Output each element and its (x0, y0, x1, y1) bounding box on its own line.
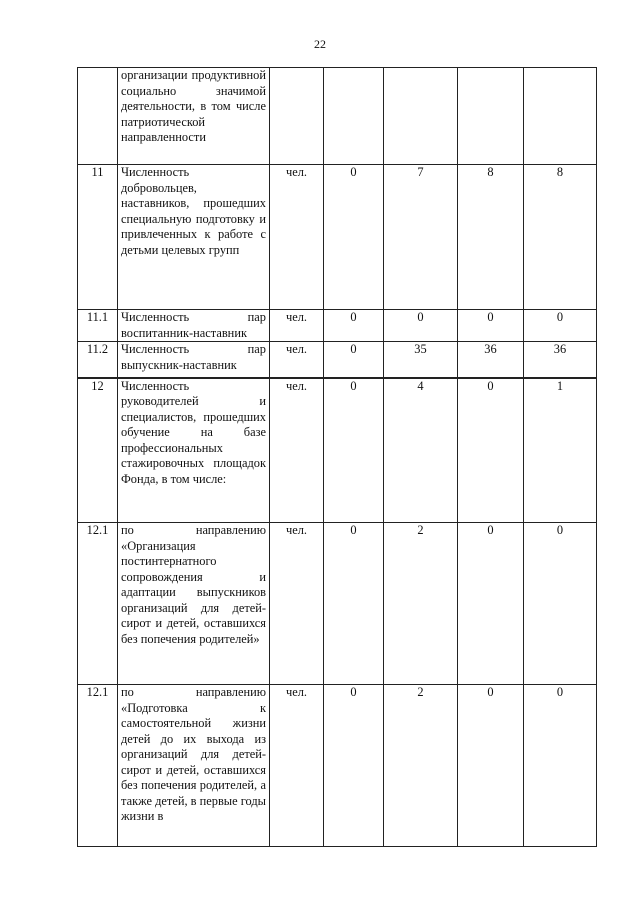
table-row (78, 310, 597, 342)
indicator-name: Численность пар воспитанник-наставник (118, 310, 270, 342)
indicator-name: по направлению «Организация постинтернатного сопровождения и адаптации выпускников организаций для детей-сирот и детей, оставшихся без попечения родителей» (118, 523, 270, 685)
value-cell: 36 (524, 342, 597, 378)
value-cell: 0 (458, 685, 524, 847)
value-cell: 2 (384, 523, 458, 685)
row-number: 11.1 (78, 310, 118, 342)
value-cell: 8 (524, 165, 597, 310)
value-cell: 0 (324, 523, 384, 685)
table-row (78, 342, 597, 378)
indicator-name: Численность руководителей и специалистов, прошедших обучение на базе профессиональных стажировочных площадок Фонда, в том числе: (118, 378, 270, 523)
value-cell: 7 (384, 165, 458, 310)
row-number (78, 68, 118, 165)
table-row (78, 378, 597, 523)
value-cell: 0 (458, 523, 524, 685)
indicator-name: Численность добровольцев, наставников, прошедших специальную подготовку и привлеченных к работе с детьми целевых групп (118, 165, 270, 310)
table-row (78, 523, 597, 685)
value-cell (324, 68, 384, 165)
value-cell: 36 (458, 342, 524, 378)
unit-cell: чел. (270, 523, 324, 685)
table-row (78, 165, 597, 310)
unit-cell: чел. (270, 165, 324, 310)
row-number: 12 (78, 378, 118, 523)
value-cell (458, 68, 524, 165)
value-cell: 0 (524, 523, 597, 685)
value-cell (524, 68, 597, 165)
value-cell: 0 (324, 310, 384, 342)
value-cell: 35 (384, 342, 458, 378)
row-number: 11 (78, 165, 118, 310)
value-cell (384, 68, 458, 165)
unit-cell: чел. (270, 685, 324, 847)
indicator-name: по направлению «Подготовка к самостоятельной жизни детей до их выхода из организаций для детей-сирот и детей, оставшихся без попечения родителей, а также детей, в первые годы жизни в (118, 685, 270, 847)
value-cell: 0 (458, 378, 524, 523)
value-cell: 0 (384, 310, 458, 342)
indicator-name: организации продуктивной социально значимой деятельности, в том числе патриотической направленности (118, 68, 270, 165)
value-cell: 0 (324, 165, 384, 310)
table-row (78, 685, 597, 847)
value-cell: 0 (524, 685, 597, 847)
value-cell: 0 (458, 310, 524, 342)
indicator-name: Численность пар выпускник-наставник (118, 342, 270, 378)
page-number: 22 (314, 37, 326, 51)
value-cell: 0 (324, 378, 384, 523)
table-row (78, 68, 597, 165)
value-cell: 0 (324, 342, 384, 378)
unit-cell: чел. (270, 378, 324, 523)
row-number: 11.2 (78, 342, 118, 378)
value-cell: 0 (524, 310, 597, 342)
value-cell: 2 (384, 685, 458, 847)
unit-cell: чел. (270, 310, 324, 342)
value-cell: 8 (458, 165, 524, 310)
value-cell: 4 (384, 378, 458, 523)
row-number: 12.1 (78, 685, 118, 847)
unit-cell (270, 68, 324, 165)
value-cell: 1 (524, 378, 597, 523)
value-cell: 0 (324, 685, 384, 847)
row-number: 12.1 (78, 523, 118, 685)
indicators-table (77, 67, 597, 847)
unit-cell: чел. (270, 342, 324, 378)
